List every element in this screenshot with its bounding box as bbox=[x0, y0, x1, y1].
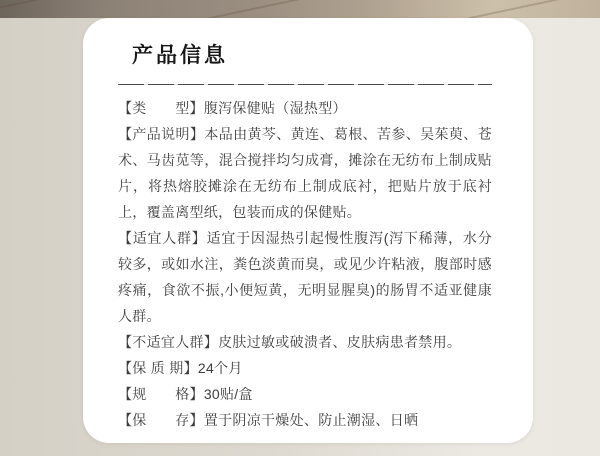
entry-value: 适宜于因湿热引起慢性腹泻(泻下稀薄，水分较多，或如水注，粪色淡黄而臭，或见少许粘液，腹部时感疼痛，食欲不振,小便短黄，无明显腥臭)的肠胃不适亚健康人群。 bbox=[118, 230, 492, 324]
entry-label: 【不适宜人群】 bbox=[118, 334, 219, 350]
entry-label: 【保 存】 bbox=[118, 412, 204, 428]
product-entry-specification bbox=[118, 381, 492, 407]
entry-label: 【保 质 期】 bbox=[118, 360, 198, 376]
entry-value: 置于阴凉干燥处、防止潮湿、日晒 bbox=[203, 412, 419, 428]
entry-label: 【适宜人群】 bbox=[118, 230, 207, 246]
entry-label: 【规 格】 bbox=[118, 386, 204, 402]
page-title: 产品信息 bbox=[132, 44, 228, 67]
entry-value: 30贴/盒 bbox=[203, 386, 253, 402]
wood-desk-edge bbox=[0, 0, 600, 18]
product-entry-type bbox=[118, 95, 492, 121]
product-entry-unsuitable-people bbox=[118, 329, 492, 355]
product-entry-description bbox=[118, 121, 492, 225]
entry-value: 腹泻保健贴（湿热型） bbox=[203, 100, 347, 116]
product-entries bbox=[118, 95, 492, 433]
entry-value: 本品由黄芩、黄连、葛根、苦参、吴茱萸、苍术、马齿苋等，混合搅拌均匀成膏，摊涂在无纺布上制成贴片，将热熔胶摊涂在无纺布上制成底衬，把贴片放于底衬上，覆盖离型纸，包装而成的保健贴。 bbox=[118, 126, 492, 220]
product-info-card bbox=[83, 18, 533, 443]
product-entry-storage bbox=[118, 407, 492, 433]
entry-label: 【产品说明】 bbox=[118, 126, 205, 142]
title-divider bbox=[118, 84, 492, 86]
product-entry-shelf-life bbox=[118, 355, 492, 381]
entry-label: 【类 型】 bbox=[118, 100, 204, 116]
entry-value: 24个月 bbox=[197, 360, 243, 376]
product-entry-suitable-people bbox=[118, 225, 492, 329]
entry-value: 皮肤过敏或破溃者、皮肤病患者禁用。 bbox=[218, 334, 462, 350]
